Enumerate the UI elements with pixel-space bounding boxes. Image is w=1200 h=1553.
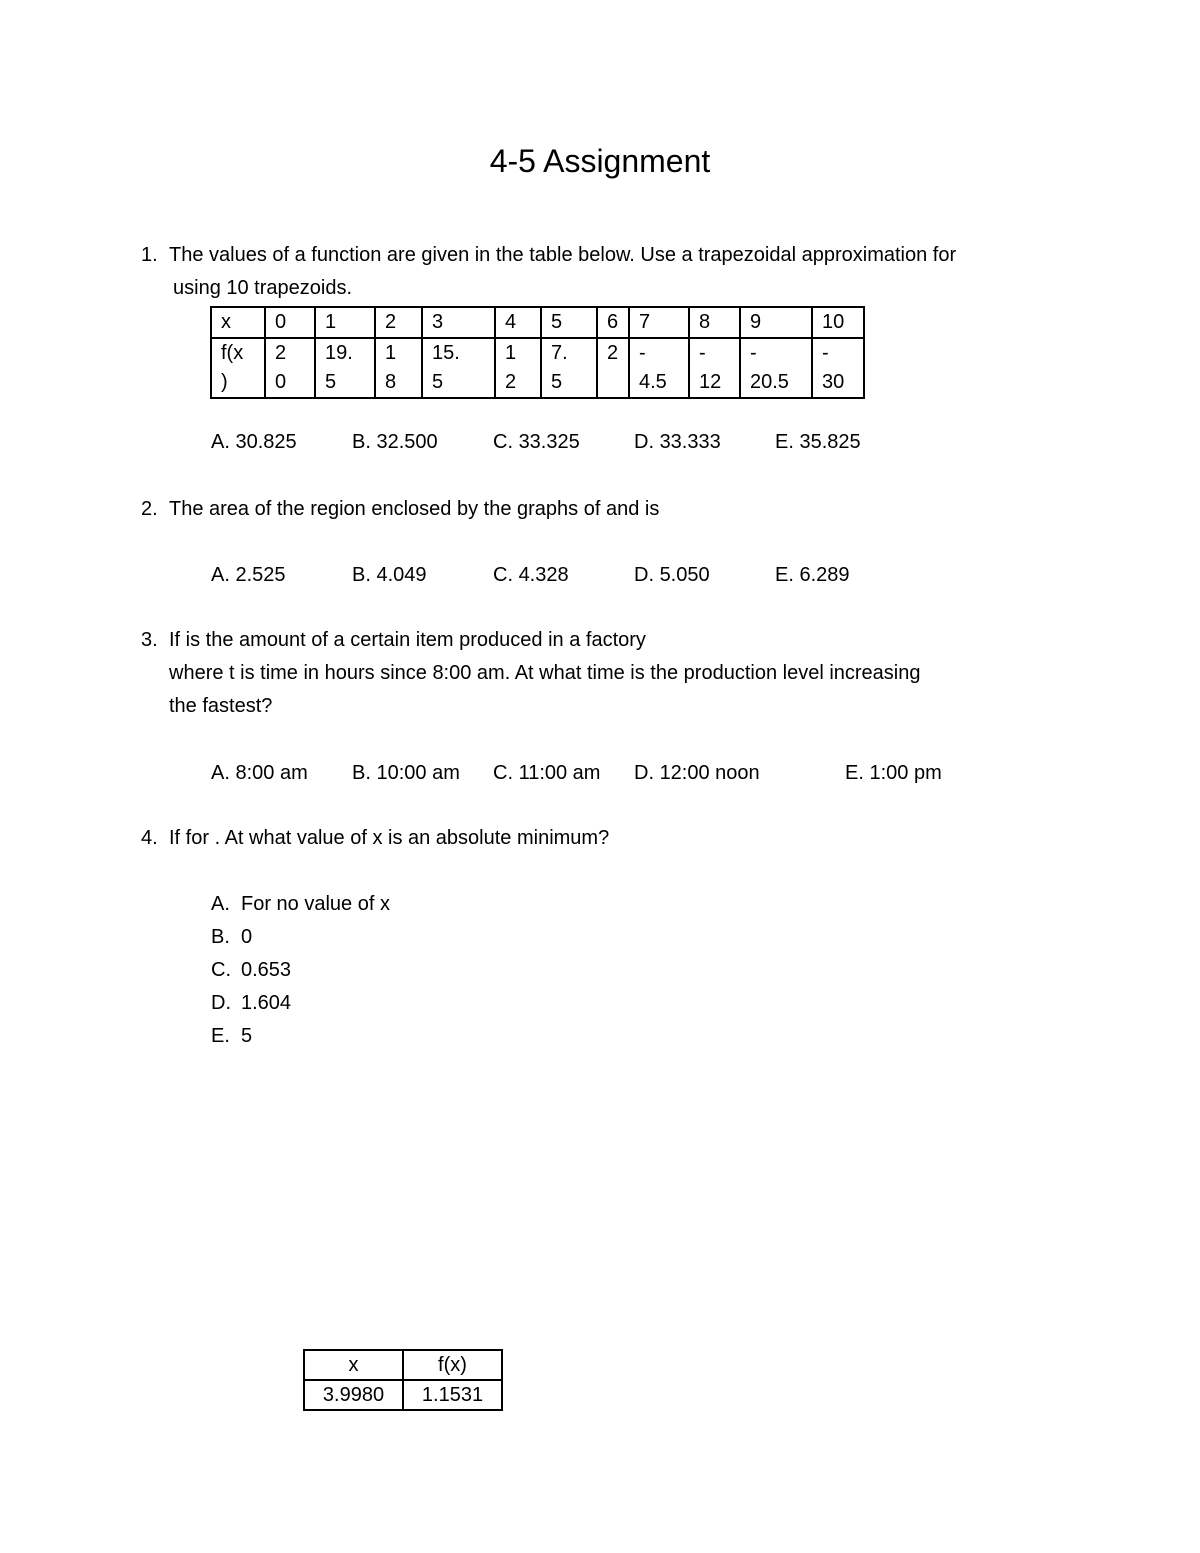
question-2 [141,493,659,526]
table-cell: 3.9980 [304,1380,403,1410]
choice-d: D. 12:00 noon [634,762,760,784]
question-number: 1. [141,244,158,266]
answer-choices [211,559,850,592]
choice-d: D. 33.333 [634,431,721,453]
question-text: The area of the region enclosed by the graphs of and is [169,498,660,520]
table-cell: - 4.5 [629,338,689,398]
table-cell: 2 0 [265,338,315,398]
choice-c: C. 4.328 [493,564,569,586]
answer-choices [211,757,942,790]
answer-choice-list [211,888,390,1053]
table-cell: 15. 5 [422,338,495,398]
function-values-table [210,306,865,399]
xy-value-table [303,1349,503,1411]
table-cell: - 12 [689,338,740,398]
question-text-continued: the fastest? [169,695,273,717]
table-cell: 1.1531 [403,1380,502,1410]
choice-e: E. 1:00 pm [845,762,942,784]
table-row [211,307,864,338]
table-cell: 7. 5 [541,338,597,398]
table-cell: 2 [375,307,422,338]
question-3 [141,624,920,723]
choice-c: C. 0.653 [211,959,292,981]
table-cell: 4 [495,307,541,338]
table-row [304,1350,502,1380]
table-row [211,338,864,398]
choice-b: B. 4.049 [352,564,427,586]
choice-e: E. 5 [211,1025,253,1047]
choice-a: A. 8:00 am [211,762,308,784]
choice-c: C. 33.325 [493,431,580,453]
choice-e: E. 6.289 [775,564,850,586]
question-number: 2. [141,498,158,520]
choice-b: B. 10:00 am [352,762,460,784]
table-cell: 3 [422,307,495,338]
question-1 [141,239,956,305]
table-cell: 10 [812,307,864,338]
table-cell: 8 [689,307,740,338]
question-text-continued: using 10 trapezoids. [173,277,353,299]
table-header-cell: x [211,307,265,338]
table-cell: 0 [265,307,315,338]
choice-a: A. For no value of x [211,893,390,915]
question-4 [141,822,609,855]
choice-d: D. 1.604 [211,992,292,1014]
question-number: 4. [141,827,158,849]
table-header-cell: f(x) [403,1350,502,1380]
question-number: 3. [141,629,158,651]
choice-a: A. 2.525 [211,564,286,586]
question-text: If is the amount of a certain item produced in a factory [169,629,646,651]
table-header-cell: x [304,1350,403,1380]
choice-a: A. 30.825 [211,431,297,453]
table-header-cell: f(x ) [211,338,265,398]
question-text: If for . At what value of x is an absolute minimum? [169,827,610,849]
choice-d: D. 5.050 [634,564,710,586]
choice-e: E. 35.825 [775,431,861,453]
table-cell: 9 [740,307,812,338]
page-title: 4-5 Assignment [489,143,711,179]
choice-b: B. 32.500 [352,431,438,453]
answer-choices [211,426,861,459]
table-row [304,1380,502,1410]
table-cell: 2 [597,338,629,398]
question-text: The values of a function are given in the table below. Use a trapezoidal approximation for [169,244,957,266]
question-text-continued: where t is time in hours since 8:00 am. At what time is the production level increasing [169,662,921,684]
table-cell: 1 8 [375,338,422,398]
table-cell: 19. 5 [315,338,375,398]
choice-b: B. 0 [211,926,253,948]
table-cell: 7 [629,307,689,338]
table-cell: - 30 [812,338,864,398]
table-cell: 1 [315,307,375,338]
table-cell: 1 2 [495,338,541,398]
table-cell: 6 [597,307,629,338]
choice-c: C. 11:00 am [493,762,601,784]
table-cell: - 20.5 [740,338,812,398]
table-cell: 5 [541,307,597,338]
